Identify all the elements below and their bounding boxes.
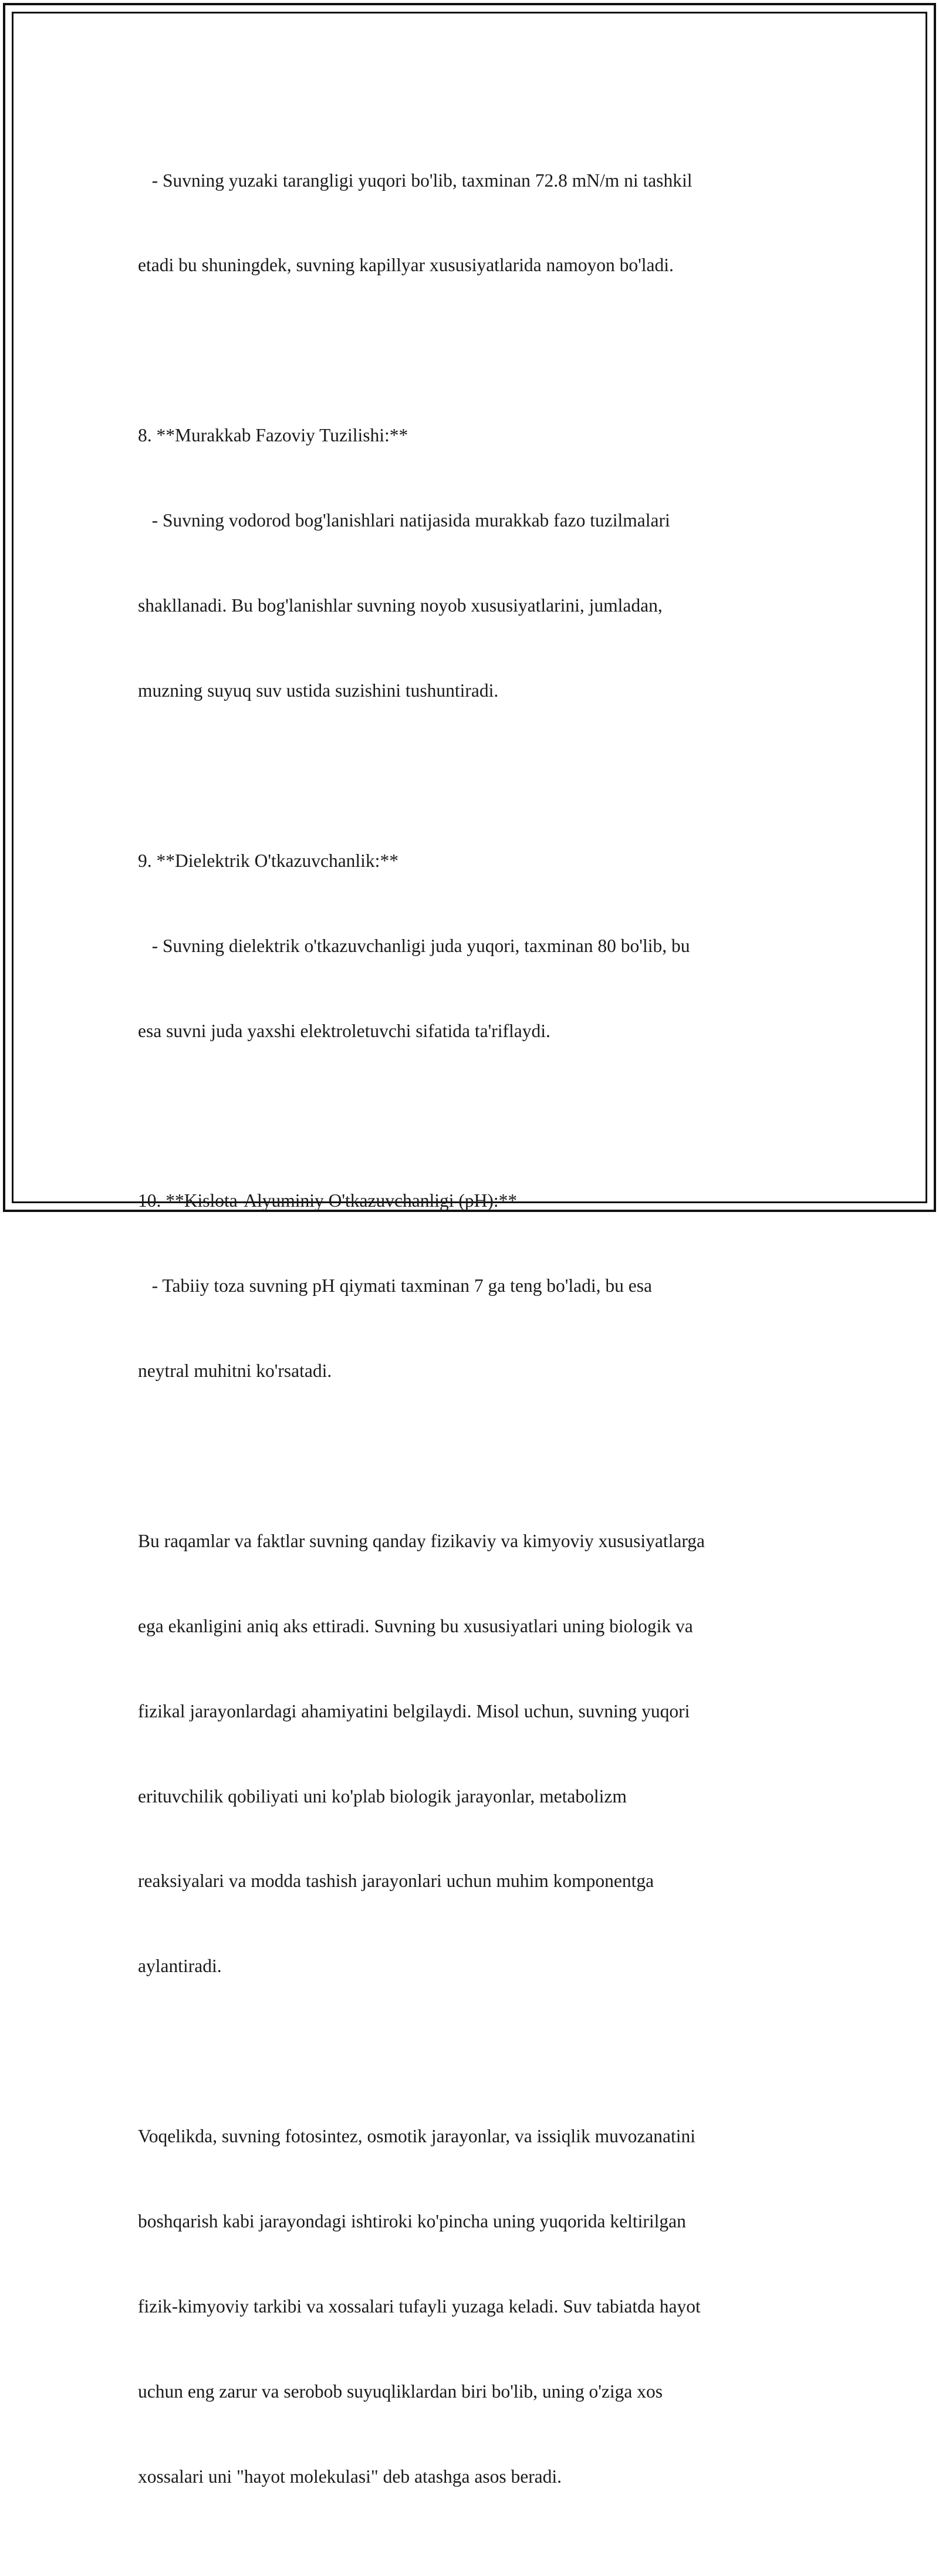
text-line: xossalari uni "hayot molekulasi" deb atashga asos beradi. xyxy=(138,2466,562,2487)
text-line: etadi bu shuningdek, suvning kapillyar xususiyatlarida namoyon bo'ladi. xyxy=(138,255,674,276)
text-line: aylantiradi. xyxy=(138,1956,222,1977)
list-item-heading: 10. **Kislota-Alyuminiy O'tkazuvchanligi (pH):** xyxy=(138,1190,518,1211)
text-line: reaksiyalari va modda tashish jarayonlari uchun muhim komponentga xyxy=(138,1871,654,1892)
paragraph-conclusion xyxy=(138,2065,813,2547)
text-line: - Suvning vodorod bog'lanishlari natijasida murakkab fazo tuzilmalari xyxy=(138,510,670,531)
text-line: neytral muhitni ko'rsatadi. xyxy=(138,1360,332,1382)
document-body xyxy=(138,110,813,2576)
text-line: Bu raqamlar va faktlar suvning qanday fizikaviy va kimyoviy xususiyatlarga xyxy=(138,1530,705,1551)
paragraph-spatial-structure xyxy=(138,365,813,762)
paragraph-summary xyxy=(138,1470,813,2037)
text-line: shakllanadi. Bu bog'lanishlar suvning noyob xususiyatlarini, jumladan, xyxy=(138,595,663,616)
text-line: fizik-kimyoviy tarkibi va xossalari tufayli yuzaga keladi. Suv tabiatda hayot xyxy=(138,2295,701,2317)
text-line: Voqelikda, suvning fotosintez, osmotik jarayonlar, va issiqlik muvozanatini xyxy=(138,2126,696,2147)
text-line: fizikal jarayonlardagi ahamiyatini belgilaydi. Misol uchun, suvning yuqori xyxy=(138,1700,690,1721)
text-line: ega ekanligini aniq aks ettiradi. Suvning bu xususiyatlari uning biologik va xyxy=(138,1615,693,1636)
list-item-heading: 9. **Dielektrik O'tkazuvchanlik:** xyxy=(138,850,398,871)
text-line: - Suvning yuzaki tarangligi yuqori bo'lib, taxminan 72.8 mN/m ni tashkil xyxy=(138,170,693,191)
paragraph-surface-tension xyxy=(138,110,813,336)
paragraph-dielectric xyxy=(138,790,813,1102)
text-line: - Suvning dielektrik o'tkazuvchanligi juda yuqori, taxminan 80 bo'lib, bu xyxy=(138,935,690,956)
text-line: uchun eng zarur va serobob suyuqliklardan biri bo'lib, uning o'ziga xos xyxy=(138,2381,663,2402)
text-line: boshqarish kabi jarayondagi ishtiroki ko'pincha uning yuqorida keltirilgan xyxy=(138,2210,686,2231)
list-item-heading: 8. **Murakkab Fazoviy Tuzilishi:** xyxy=(138,425,408,446)
text-line: esa suvni juda yaxshi elektroletuvchi sifatida ta'riflaydi. xyxy=(138,1020,550,1041)
text-line: erituvchilik qobiliyati uni ko'plab biologik jarayonlar, metabolizm xyxy=(138,1785,627,1807)
paragraph-ph xyxy=(138,1130,813,1442)
text-line: - Tabiiy toza suvning pH qiymati taxminan 7 ga teng bo'ladi, bu esa xyxy=(138,1275,652,1297)
text-line: muzning suyuq suv ustida suzishini tushuntiradi. xyxy=(138,680,499,701)
